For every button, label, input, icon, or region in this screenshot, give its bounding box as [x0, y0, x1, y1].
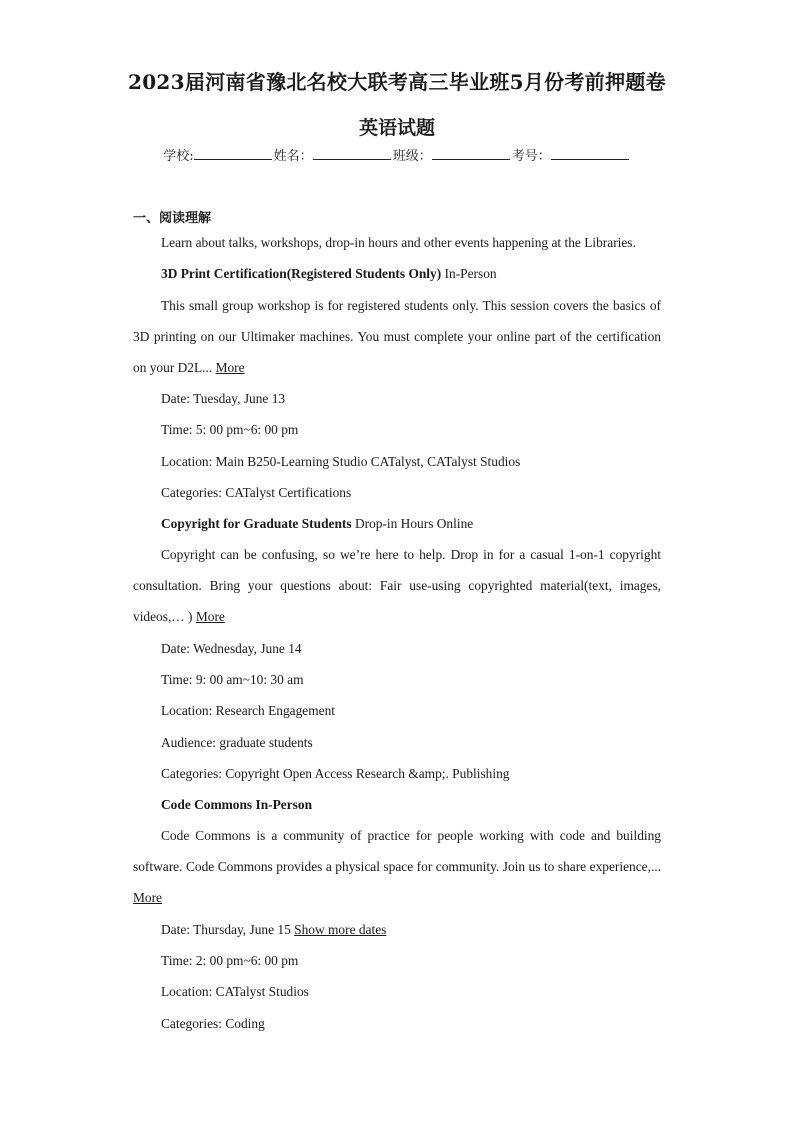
event-categories: Categories: CATalyst Certifications	[161, 485, 352, 500]
event-date: Date: Wednesday, June 14	[161, 641, 302, 656]
more-link[interactable]: More	[133, 890, 163, 905]
event-categories: Categories: Copyright Open Access Research &amp;. Publishing	[161, 766, 510, 781]
show-more-dates-link[interactable]: Show more dates	[294, 922, 387, 937]
event-date-text: Date: Thursday, June 15	[161, 922, 295, 937]
event-time: Time: 9: 00 am~10: 30 am	[161, 672, 304, 687]
event-description-text: This small group workshop is for registered students only. This session covers the basics of 3D printing on our Ultimaker machines. You must complete your online part of the certification on your D2L...	[133, 298, 661, 375]
event-time: Time: 5: 00 pm~6: 00 pm	[161, 422, 299, 437]
more-link[interactable]: More	[215, 360, 245, 375]
event-time: Time: 2: 00 pm~6: 00 pm	[161, 953, 299, 968]
event-location: Location: Research Engagement	[161, 703, 336, 718]
event-title-bold: 3D Print Certification(Registered Students Only)	[161, 266, 442, 281]
event-title	[133, 508, 661, 539]
school-blank	[194, 146, 272, 160]
event-title-format: In-Person	[441, 266, 497, 281]
event-description	[133, 820, 661, 913]
section-heading: 一、阅读理解	[133, 211, 212, 226]
event-date	[133, 914, 661, 945]
school-label: 学校:	[163, 149, 194, 164]
event-title-bold: Copyright for Graduate Students	[161, 516, 352, 531]
event-title	[133, 258, 661, 289]
class-label: 班级：	[392, 149, 432, 164]
exam-number-label: 考号：	[511, 149, 551, 164]
event-location: Location: Main B250-Learning Studio CATalyst, CATalyst Studios	[161, 454, 521, 469]
event-description	[133, 290, 661, 383]
section-intro: Learn about talks, workshops, drop-in hours and other events happening at the Libraries.	[161, 235, 636, 250]
event-title-bold: Code Commons In-Person	[161, 797, 313, 812]
event-categories: Categories: Coding	[161, 1016, 265, 1031]
exam-number-blank	[551, 146, 629, 160]
event-audience: Audience: graduate students	[161, 735, 313, 750]
event-title-format: Drop-in Hours Online	[351, 516, 474, 531]
more-link[interactable]: More	[195, 609, 225, 624]
event-description-text: Copyright can be confusing, so we’re here to help. Drop in for a casual 1-on-1 copyright consultation. Bring your questions about: Fair use-using copyrighted material(text, images, videos,… )	[133, 547, 661, 624]
student-info-line	[0, 145, 794, 164]
name-blank	[313, 146, 391, 160]
event-title	[133, 789, 661, 820]
exam-subtitle: 英语试题	[358, 117, 435, 139]
event-date: Date: Tuesday, June 13	[161, 391, 286, 406]
event-description-text: Code Commons is a community of practice for people working with code and building software. Code Commons provides a physical space for community. Join us to share experience,...	[133, 828, 661, 874]
exam-title: 2023届河南省豫北名校大联考高三毕业班5月份考前押题卷	[128, 70, 666, 94]
name-label: 姓名：	[273, 149, 313, 164]
event-location: Location: CATalyst Studios	[161, 984, 309, 999]
event-description	[133, 539, 661, 632]
class-blank	[432, 146, 510, 160]
